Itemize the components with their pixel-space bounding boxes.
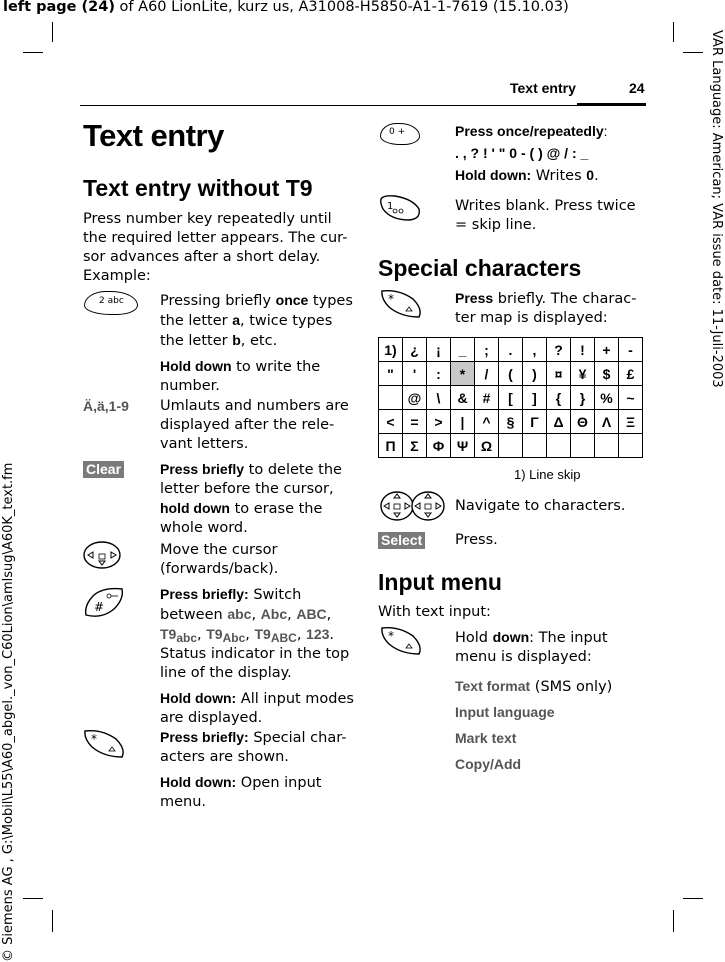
intro-line: Example:	[83, 268, 151, 284]
umlaut-description: Umlauts and numbers are displayed after the rele- vant letters.	[160, 398, 349, 452]
svg-text:*: *	[91, 732, 97, 746]
umlaut-label: Ä,ä,1-9	[83, 398, 129, 414]
char-map-cell: ]	[523, 386, 547, 410]
char-map-cell: $	[595, 362, 619, 386]
char-map-cell: '	[403, 362, 427, 386]
crop-mark	[683, 898, 703, 899]
char-map-cell: ¿	[403, 338, 427, 362]
char-map-cell	[595, 434, 619, 458]
char-map-cell: ~	[619, 386, 643, 410]
char-map-row	[379, 410, 643, 434]
char-map-cell: ;	[475, 338, 499, 362]
char-map-cell: @	[403, 386, 427, 410]
char-map-cell: \	[427, 386, 451, 410]
char-map-row	[379, 338, 643, 362]
hash-key-icon	[82, 585, 126, 619]
svg-text:#: #	[94, 600, 105, 614]
char-map-cell: -	[619, 338, 643, 362]
char-map-cell: Θ	[571, 410, 595, 434]
char-map-cell	[547, 434, 571, 458]
char-map-cell: ¤	[547, 362, 571, 386]
key-2-icon	[84, 291, 138, 315]
footnote: 1) Line skip	[514, 467, 581, 482]
crop-mark	[52, 910, 53, 932]
char-map-cell: ?	[547, 338, 571, 362]
char-map-cell: £	[619, 362, 643, 386]
menu-item: Text format	[455, 678, 531, 694]
svg-text:*: *	[388, 292, 394, 306]
key-1-icon	[379, 193, 423, 223]
character-map	[378, 337, 643, 458]
char-map-row	[379, 362, 643, 386]
clear-description: Press briefly to delete the letter before the cursor, hold down to erase the whole word.	[160, 461, 342, 536]
char-map-cell: Ψ	[451, 434, 475, 458]
char-map-cell	[523, 434, 547, 458]
char-map-cell	[619, 434, 643, 458]
crop-mark	[683, 52, 703, 53]
char-map-cell: *	[451, 362, 475, 386]
clear-softkey: Clear	[83, 461, 124, 478]
key2-description: Pressing briefly once types the letter a, twice types the letter b, etc. Hold down to write the number.	[160, 292, 353, 394]
intro-line: sor advances after a short delay.	[83, 249, 321, 265]
special-description: Press briefly. The charac- ter map is displayed:	[455, 290, 637, 326]
running-head	[3, 0, 569, 15]
key-0-icon: 0 +	[380, 123, 420, 145]
char-map-cell: Γ	[523, 410, 547, 434]
char-map-cell: .	[499, 338, 523, 362]
input-menu-description: Hold down: The input menu is displayed:	[455, 629, 608, 665]
char-map-cell: |	[451, 410, 475, 434]
navigation-key-icon	[410, 490, 446, 522]
star-description: Press briefly: Special char- acters are shown. Hold down: Open input menu.	[160, 729, 347, 810]
char-map-cell: +	[595, 338, 619, 362]
crop-mark	[23, 52, 43, 53]
char-map-cell: !	[571, 338, 595, 362]
special-characters-title: Special characters	[378, 255, 582, 281]
char-map-cell: <	[379, 410, 403, 434]
page-number: 24	[629, 80, 645, 96]
char-map-cell: §	[499, 410, 523, 434]
menu-item: Input language	[455, 704, 555, 720]
input-menu-title: Input menu	[378, 569, 502, 595]
char-map-cell: Δ	[547, 410, 571, 434]
header-rule	[80, 105, 646, 106]
key-label: 2 abc	[99, 296, 124, 306]
char-map-cell	[571, 434, 595, 458]
running-head-bold: left page (24)	[3, 0, 115, 15]
svg-text:1: 1	[387, 201, 394, 212]
char-map-cell: Ξ	[619, 410, 643, 434]
crop-mark	[52, 22, 53, 42]
char-map-cell: "	[379, 362, 403, 386]
nav-description: Navigate to characters.	[455, 498, 626, 514]
svg-text:*: *	[388, 629, 394, 643]
char-map-cell: %	[595, 386, 619, 410]
key1-description: Writes blank. Press twice = skip line.	[455, 198, 636, 233]
char-map-cell: ¥	[571, 362, 595, 386]
char-map-cell: >	[427, 410, 451, 434]
char-map-row	[379, 386, 643, 410]
char-map-cell: Φ	[427, 434, 451, 458]
star-key-icon	[379, 624, 423, 656]
right-vertical-note: VAR Language: American; VAR issue date: 11-Juli-2003	[709, 30, 724, 388]
char-map-cell: :	[427, 362, 451, 386]
hash-description: Press briefly: Switch between abc, Abc, ABC, $T9_{abc}$, $T9_{Abc}$, $T9_{ABC}$, 123. Status indicator in the top line of the display. Hold down: All input modes are displayed.	[160, 586, 354, 726]
select-description: Press.	[455, 532, 498, 548]
intro-line: the required letter appears. The cur-	[83, 230, 348, 246]
navigation-key-icon	[82, 540, 122, 570]
key0-description: Press once/repeatedly: . , ? ! ' " 0 - ( ) @ / : _ Hold down: Writes 0.	[455, 123, 608, 184]
char-map-row	[379, 434, 643, 458]
char-map-cell: ,	[523, 338, 547, 362]
char-map-cell: #	[475, 386, 499, 410]
crop-mark	[23, 898, 43, 899]
intro-line: Press number key repeatedly until	[83, 211, 332, 227]
header-title: Text entry	[510, 80, 576, 96]
char-map-cell: )	[523, 362, 547, 386]
input-menu-intro: With text input:	[378, 604, 491, 620]
char-map-cell: &	[451, 386, 475, 410]
char-map-cell: (	[499, 362, 523, 386]
header-tab	[577, 103, 646, 106]
intro-paragraph	[83, 210, 353, 286]
char-map-cell: Λ	[595, 410, 619, 434]
char-map-cell: {	[547, 386, 571, 410]
page-title: Text entry	[83, 118, 224, 153]
input-menu-list: Text format (SMS only) Input language Mark text Copy/Add	[455, 678, 613, 772]
char-map-cell: ^	[475, 410, 499, 434]
crop-mark	[673, 22, 674, 42]
char-map-cell	[379, 386, 403, 410]
select-softkey: Select	[378, 532, 425, 549]
char-map-cell: Ω	[475, 434, 499, 458]
star-key-icon	[379, 287, 423, 319]
running-head-rest: of A60 LionLite, kurz us, A31008-H5850-A1-1-7619 (15.10.03)	[114, 0, 569, 15]
char-map-cell: 1)	[379, 338, 403, 362]
char-map-cell: ¡	[427, 338, 451, 362]
char-map-cell: =	[403, 410, 427, 434]
crop-mark	[673, 910, 674, 932]
char-map-cell	[499, 434, 523, 458]
star-key-icon	[82, 727, 126, 759]
char-map-cell: Π	[379, 434, 403, 458]
menu-item: Copy/Add	[455, 756, 522, 772]
char-map-cell: [	[499, 386, 523, 410]
char-map-cell: _	[451, 338, 475, 362]
cursor-description: Move the cursor (forwards/back).	[160, 542, 279, 577]
menu-item: Mark text	[455, 730, 517, 746]
section-title: Text entry without T9	[83, 175, 313, 201]
char-map-cell: }	[571, 386, 595, 410]
left-vertical-note: © Siemens AG , G:\Mobil\L55\A60_abgel._von_C60Lion\amlsug\A60K_text.fm	[1, 462, 16, 962]
char-map-cell: /	[475, 362, 499, 386]
char-map-cell: Σ	[403, 434, 427, 458]
